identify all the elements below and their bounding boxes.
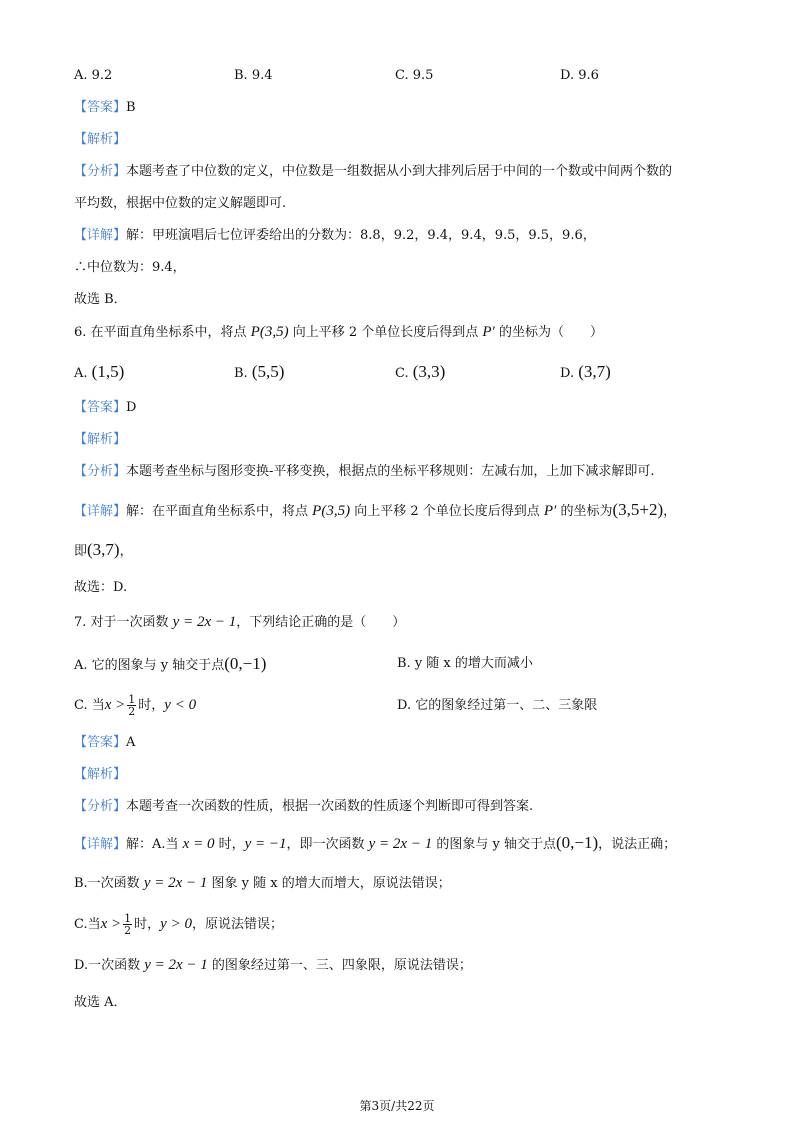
xiangjie-text: 解：甲班演唱后七位评委给出的分数为：8.8，9.2，9.4，9.4，9.5，9.5，9.6， (126, 228, 596, 243)
q7-option-a-point: (0,−1) (224, 654, 267, 673)
q6-point-prime: P′ (482, 324, 495, 340)
b-function: y = 2x − 1 (143, 875, 208, 891)
xj-text-a: 解：A.当 (126, 837, 183, 852)
q5-xiangjie-line1 (74, 226, 596, 246)
fenxi-text: 本题考查了中位数的定义，中位数是一组数据从小到大排列后居于中间的一个数或中间两个数的 (126, 164, 673, 179)
q7-stem-text-b: ，下列结论正确的是（ ） (236, 615, 406, 630)
xj-text-b: 时， (214, 837, 245, 852)
fraction-one-half (123, 913, 132, 936)
option-label: D. (560, 366, 575, 381)
option-label: B. (234, 366, 248, 381)
q6-xiangjie-line1 (74, 500, 676, 522)
xiangjie-text-a: 解：在平面直角坐标系中，将点 (126, 504, 313, 519)
q6-xiangjie-result: (3,5+2) (612, 500, 664, 519)
c-y: y > 0 (160, 916, 192, 932)
q7-jiexi-heading: 【解析】 (74, 767, 127, 782)
fenxi-tag: 【分析】 (74, 464, 127, 479)
q7-xiangjie-c (74, 913, 283, 936)
q6-option-d (560, 362, 611, 384)
q5-jiexi-heading: 【解析】 (74, 132, 127, 147)
c-text-b: 时， (134, 917, 161, 932)
q5-xiangjie-line2: ∴中位数为：9.4， (74, 260, 186, 275)
q7-option-a-text: A. 它的图象与 y 轴交于点 (74, 658, 225, 673)
q7-option-c (74, 694, 196, 717)
c-x: x > (100, 916, 122, 932)
answer-value: A (126, 735, 136, 750)
q5-xiangjie-line3: 故选 B． (74, 292, 127, 307)
option-value: (3,3) (412, 362, 446, 381)
xiangjie-text-b: 向上平移 2 个单位长度后得到点 (350, 504, 544, 519)
c-text-c: ，原说法错误； (191, 917, 283, 932)
q6-jiexi-heading: 【解析】 (74, 432, 127, 447)
q6-option-c (395, 362, 445, 384)
option-label: C. (395, 366, 409, 381)
q6-xiangjie-point: P(3,5) (312, 503, 351, 519)
q5-option-d: D. 9.6 (560, 68, 599, 83)
q7-stem (74, 612, 405, 633)
ji-text-a: 即 (74, 544, 88, 559)
q6-fenxi-line1 (74, 462, 655, 482)
q7-option-c-x: x > (104, 697, 126, 713)
q7-option-b: B. y 随 x 的增大而减小 (397, 656, 533, 671)
fenxi-tag: 【分析】 (74, 164, 127, 179)
q7-option-c-y: y < 0 (164, 697, 197, 713)
q6-option-b (234, 362, 284, 384)
q7-option-c-text-a: C. 当 (74, 698, 105, 713)
fraction-denominator: 2 (124, 924, 132, 937)
d-text-b: 的图象经过第一、三、四象限，原说法错误； (207, 958, 472, 973)
xj-point: (0,−1) (555, 833, 599, 852)
xj-text-c: ，即一次函数 (286, 837, 369, 852)
xiangjie-text-c: 的坐标为 (556, 504, 613, 519)
q6-stem-text-c: 的坐标为（ ） (494, 325, 603, 340)
fenxi-tag: 【分析】 (74, 799, 127, 814)
d-text-a: D.一次函数 (74, 958, 145, 973)
fraction-one-half (127, 694, 136, 717)
q6-stem (74, 322, 603, 343)
q6-xiangjie-line2 (74, 540, 133, 562)
q7-option-a (74, 654, 266, 676)
ji-text-b: ， (119, 544, 133, 559)
answer-tag: 【答案】 (74, 735, 127, 750)
q6-xiangjie-point-prime: P′ (543, 503, 557, 519)
q7-function: y = 2x − 1 (172, 614, 237, 630)
xj-function: y = 2x − 1 (368, 836, 433, 852)
q7-fenxi-line1 (74, 797, 533, 817)
answer-value: D (126, 400, 137, 415)
q7-xiangjie-line1 (74, 833, 676, 855)
q5-option-c: C. 9.5 (395, 68, 434, 83)
q7-guxuan: 故选 A． (74, 995, 127, 1010)
q5-option-a: A. 9.2 (74, 68, 113, 83)
fraction-numerator: 1 (128, 693, 136, 706)
q5-fenxi-line1 (74, 162, 672, 182)
q6-point: P(3,5) (250, 324, 289, 340)
d-function: y = 2x − 1 (144, 957, 208, 973)
xj-y-value: y = −1 (244, 836, 287, 852)
b-text-b: 图象 y 随 x 的增大而增大，原说法错误； (207, 876, 451, 891)
q6-stem-text-a: 6. 在平面直角坐标系中，将点 (74, 325, 251, 340)
q5-fenxi-line2: 平均数，根据中位数的定义解题即可. (74, 196, 287, 211)
q7-stem-text-a: 7. 对于一次函数 (74, 615, 173, 630)
q7-xiangjie-b (74, 873, 451, 894)
q5-answer (74, 98, 136, 118)
xiangjie-tag: 【详解】 (74, 228, 127, 243)
fraction-denominator: 2 (128, 705, 136, 718)
answer-tag: 【答案】 (74, 100, 127, 115)
q5-option-b: B. 9.4 (234, 68, 273, 83)
fraction-numerator: 1 (124, 912, 132, 925)
answer-tag: 【答案】 (74, 400, 127, 415)
q6-ji-result: (3,7) (87, 540, 120, 559)
page-footer: 第3页/共22页 (359, 1099, 435, 1113)
option-label: A. (74, 366, 88, 381)
q6-guxuan: 故选：D. (74, 580, 128, 595)
xiangjie-tag: 【详解】 (74, 504, 127, 519)
b-text-a: B.一次函数 (74, 876, 144, 891)
xiangjie-text-d: ， (663, 504, 677, 519)
xj-x-zero: x = 0 (182, 836, 215, 852)
q7-xiangjie-d (74, 955, 472, 976)
option-value: (5,5) (251, 362, 285, 381)
q6-stem-text-b: 向上平移 2 个单位长度后得到点 (288, 325, 483, 340)
xj-text-e: ，说法正确； (598, 837, 677, 852)
xj-text-d: 的图象与 y 轴交于点 (432, 837, 556, 852)
q7-answer (74, 733, 135, 753)
option-value: (3,7) (578, 362, 611, 381)
c-text-a: C.当 (74, 917, 101, 932)
q6-option-a (74, 362, 124, 384)
q7-option-d: D. 它的图象经过第一、二、三象限 (397, 698, 598, 713)
answer-value: B (126, 100, 136, 115)
q6-answer (74, 398, 136, 418)
xiangjie-tag: 【详解】 (74, 837, 127, 852)
option-value: (1,5) (91, 362, 125, 381)
q7-option-c-text-b: 时， (138, 698, 165, 713)
fenxi-text: 本题考查坐标与图形变换-平移变换，根据点的坐标平移规则：左减右加，上加下减求解即可. (126, 464, 655, 479)
fenxi-text: 本题考查一次函数的性质，根据一次函数的性质逐个判断即可得到答案. (126, 799, 534, 814)
